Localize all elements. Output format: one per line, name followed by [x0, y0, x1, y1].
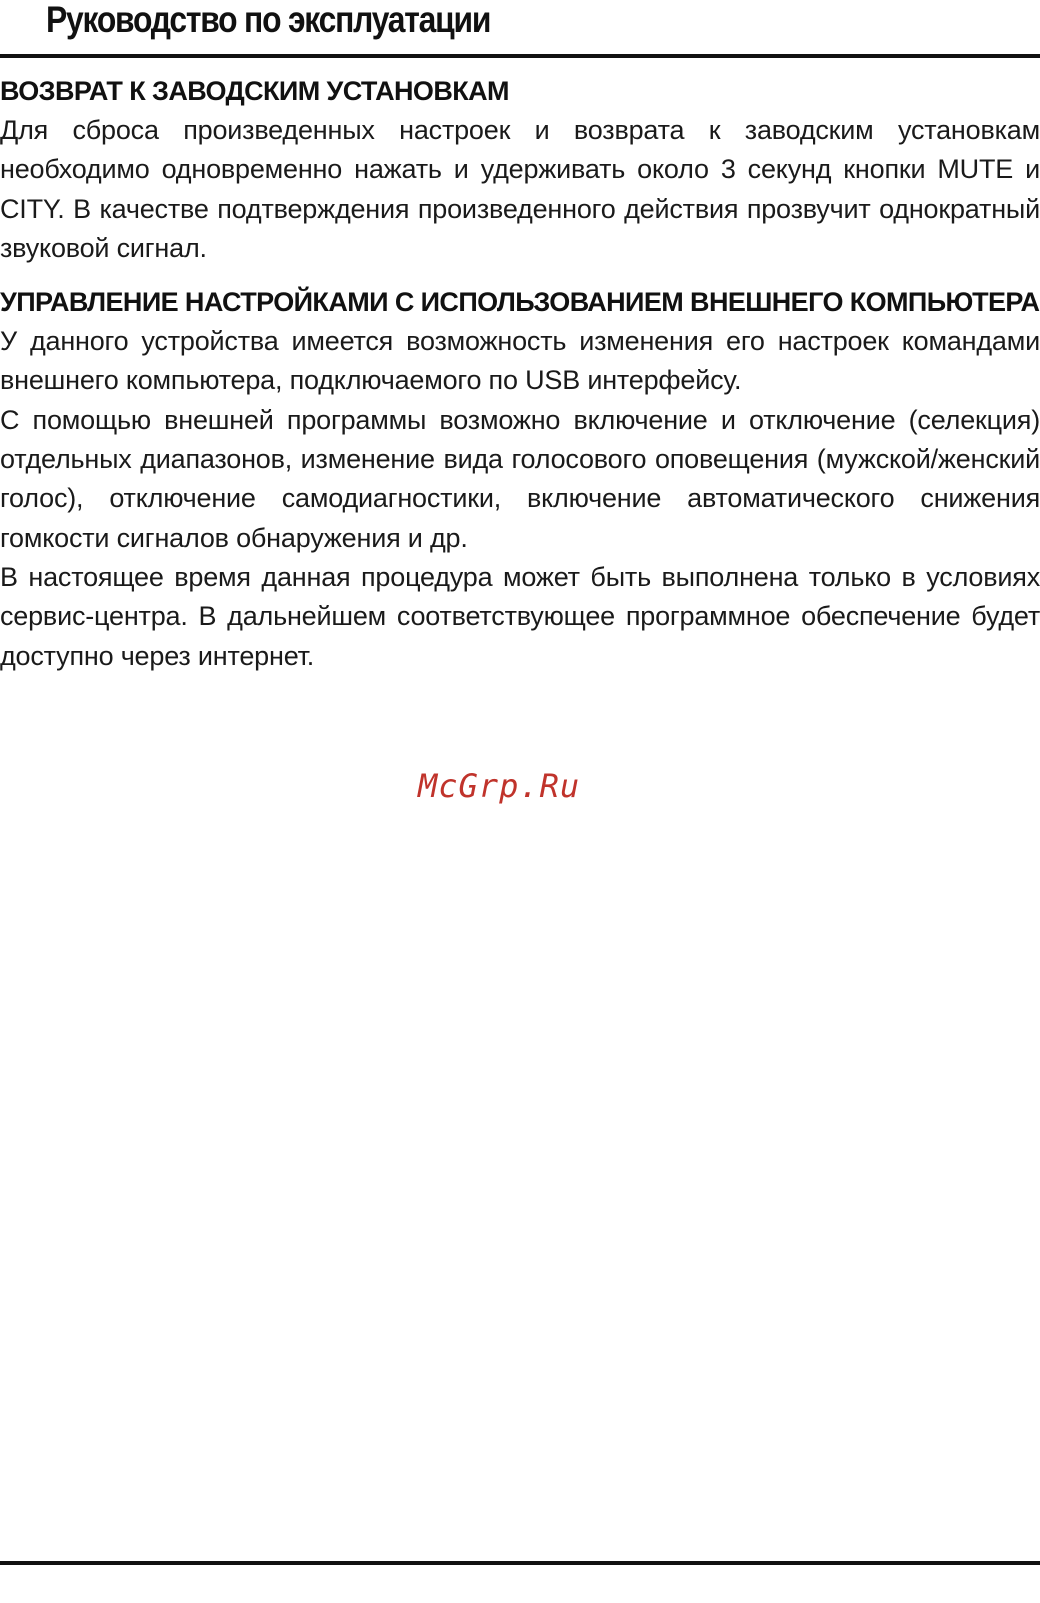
document-body	[0, 72, 1040, 676]
paragraph-program-features: С помощью внешней программы возможно включение и отключение (селекция) отдельных диапазонов, изменение вида голосового оповещения (мужской/женский голос), отключение самодиагностики, включение автоматического снижения гомкости сигналов обнаружения и др.	[0, 404, 1040, 553]
footer-divider	[0, 1561, 1040, 1565]
page-header	[0, 0, 1040, 58]
paragraph-service-center: В настоящее время данная процедура может быть выполнена только в условиях сервис-центра. В дальнейшем соответствующее программное обеспечение будет доступно через интернет.	[0, 561, 1040, 671]
paragraph-usb-control: У данного устройства имеется возможность изменения его настроек командами внешнего компьютера, подключаемого по USB интерфейсу.	[0, 326, 1040, 396]
section-heading-external-computer: УПРАВЛЕНИЕ НАСТРОЙКАМИ С ИСПОЛЬЗОВАНИЕМ ВНЕШНЕГО КОМПЬЮТЕРА	[0, 287, 1040, 318]
page-title: Руководство по эксплуатации	[46, 0, 491, 40]
watermark: McGrp.Ru	[418, 767, 581, 805]
section-heading-factory-reset: ВОЗВРАТ К ЗАВОДСКИМ УСТАНОВКАМ	[0, 76, 509, 106]
paragraph-factory-reset: Для сброса произведенных настроек и возврата к заводским установкам необходимо одновременно нажать и удерживать около 3 секунд кнопки MUTE и CITY. В качестве подтверждения произведенного действия прозвучит однократный звуковой сигнал.	[0, 115, 1040, 263]
